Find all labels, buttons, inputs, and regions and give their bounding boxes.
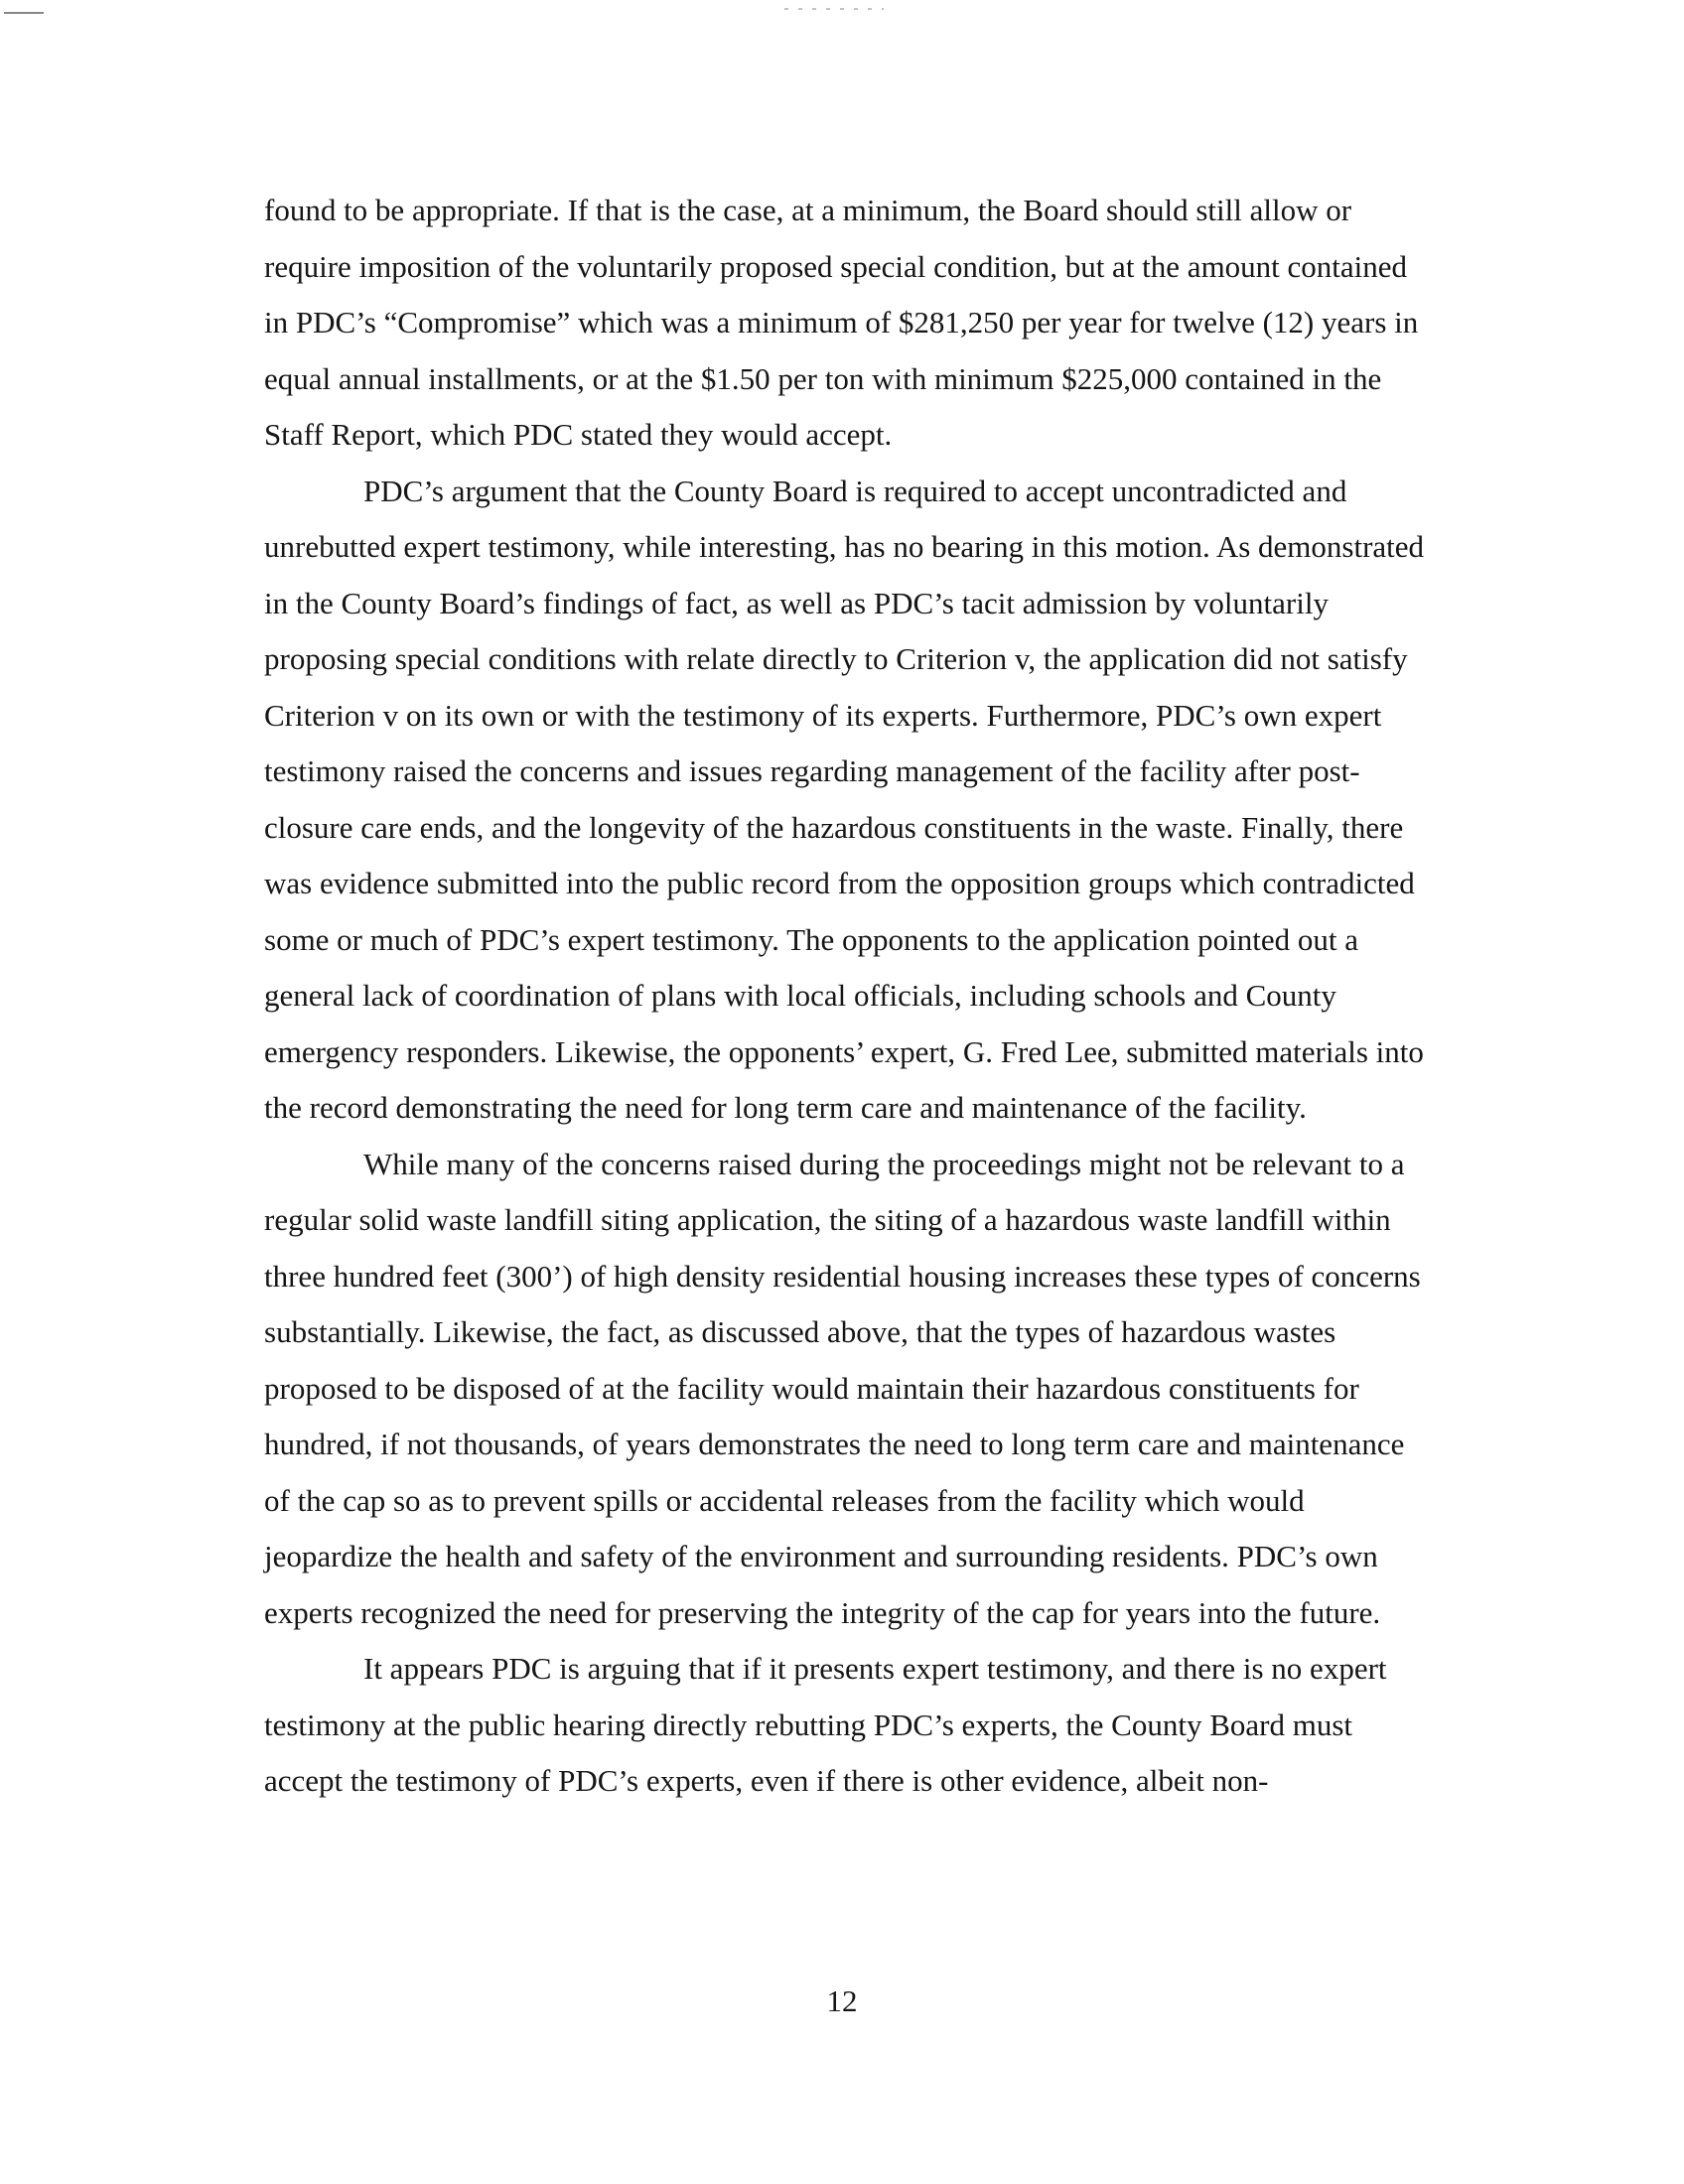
scan-artifact-mark <box>4 12 44 14</box>
scan-artifact-mark <box>784 8 884 10</box>
body-text <box>264 183 1436 1810</box>
paragraph-expert-testimony-argument: PDC’s argument that the County Board is required to accept uncontradicted and unrebutted expert testimony, while interesting, has no bearing in this motion. As demonstrated in the County Board’s findings of fact, as well as PDC’s tacit admission by voluntarily proposing special conditions with relate directly to Criterion v, the application did not satisfy Criterion v on its own or with the testimony of its experts. Furthermore, PDC’s own expert testimony raised the concerns and issues regarding management of the facility after post-closure care ends, and the longevity of the hazardous constituents in the waste. Finally, there was evidence submitted into the public record from the opposition groups which contradicted some or much of PDC’s expert testimony. The opponents to the application pointed out a general lack of coordination of plans with local officials, including schools and County emergency responders. Likewise, the opponents’ expert, G. Fred Lee, submitted materials into the record demonstrating the need for long term care and maintenance of the facility. <box>264 473 1425 1125</box>
paragraph-continuation: found to be appropriate. If that is the case, at a minimum, the Board should still allow or require imposition of the voluntarily proposed special condition, but at the amount contained in PDC’s “Compromise” which was a minimum of $281,250 per year for twelve (12) years in equal annual installments, or at the $1.50 per ton with minimum $225,000 contained in the Staff Report, which PDC stated they would accept. <box>264 193 1419 452</box>
page-number: 12 <box>826 1983 858 2018</box>
paragraph-pdc-argument: It appears PDC is arguing that if it presents expert testimony, and there is no expert testimony at the public hearing directly rebutting PDC’s experts, the County Board must accept the testimony of PDC’s experts, even if there is other evidence, albeit non- <box>264 1651 1387 1798</box>
paragraph-siting-concerns: While many of the concerns raised during the proceedings might not be relevant to a regular solid waste landfill siting application, the siting of a hazardous waste landfill within three hundred feet (300’) of high density residential housing increases these types of concerns substantially. Likewise, the fact, as discussed above, that the types of hazardous wastes proposed to be disposed of at the facility would maintain their hazardous constituents for hundred, if not thousands, of years demonstrates the need to long term care and maintenance of the cap so as to prevent spills or accidental releases from the facility which would jeopardize the health and safety of the environment and surrounding residents. PDC’s own experts recognized the need for preserving the integrity of the cap for years into the future. <box>264 1146 1421 1630</box>
